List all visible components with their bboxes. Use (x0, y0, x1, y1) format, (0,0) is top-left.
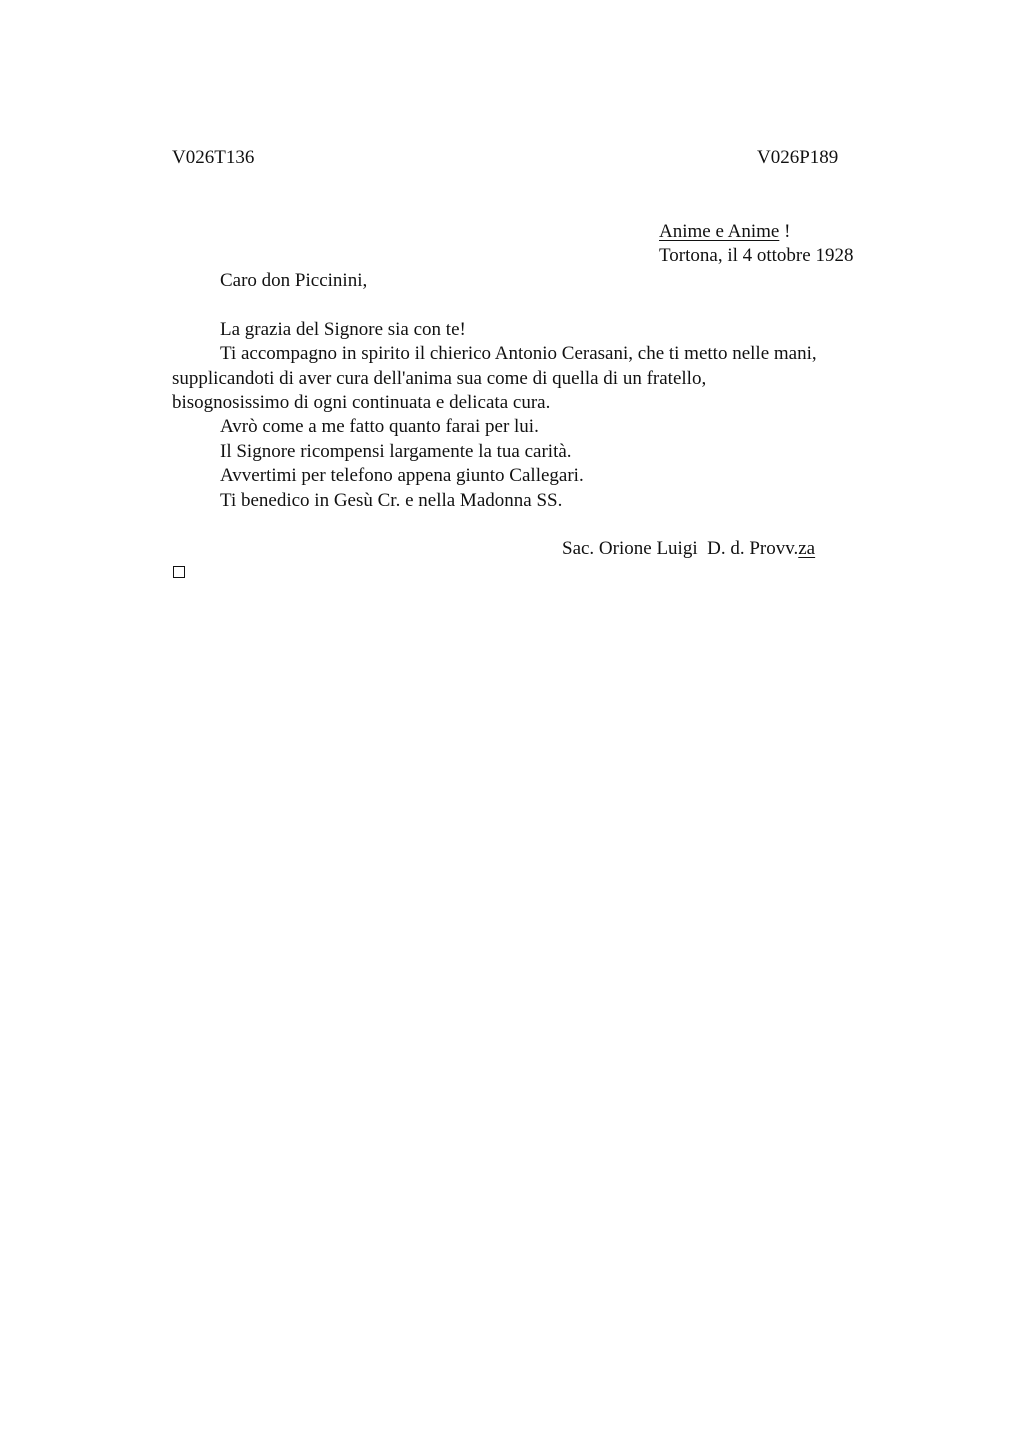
signature (562, 537, 815, 561)
document-code-right: V026P189 (757, 147, 839, 168)
salutation: Caro don Piccinini, (220, 270, 368, 291)
letter-title-suffix: ! (779, 221, 791, 242)
document-code-left: V026T136 (172, 147, 255, 168)
letter-title-underlined: Anime e Anime (659, 221, 780, 242)
paragraph-line-1: Ti accompagno in spirito il chierico Antonio Cerasani, che ti metto nelle mani, (220, 343, 817, 364)
place-date: Tortona, il 4 ottobre 1928 (659, 245, 854, 266)
greeting-line: La grazia del Signore sia con te! (220, 319, 466, 340)
paragraph-line-signore: Il Signore ricompensi largamente la tua carità. (220, 441, 572, 462)
paragraph-line-avvertimi: Avvertimi per telefono appena giunto Callegari. (220, 465, 584, 486)
paragraph-line-2: supplicandoti di aver cura dell'anima sua come di quella di un fratello, (172, 368, 707, 389)
signature-underlined-suffix: za (798, 538, 816, 559)
empty-square-icon (173, 566, 185, 578)
letter-title (659, 220, 790, 244)
paragraph-line-avro: Avrò come a me fatto quanto farai per lui. (220, 416, 539, 437)
paragraph-line-3: bisognosissimo di ogni continuata e delicata cura. (172, 392, 551, 413)
signature-text: Sac. Orione Luigi D. d. Provv. (562, 538, 799, 559)
paragraph-line-benedico: Ti benedico in Gesù Cr. e nella Madonna SS. (220, 490, 563, 511)
